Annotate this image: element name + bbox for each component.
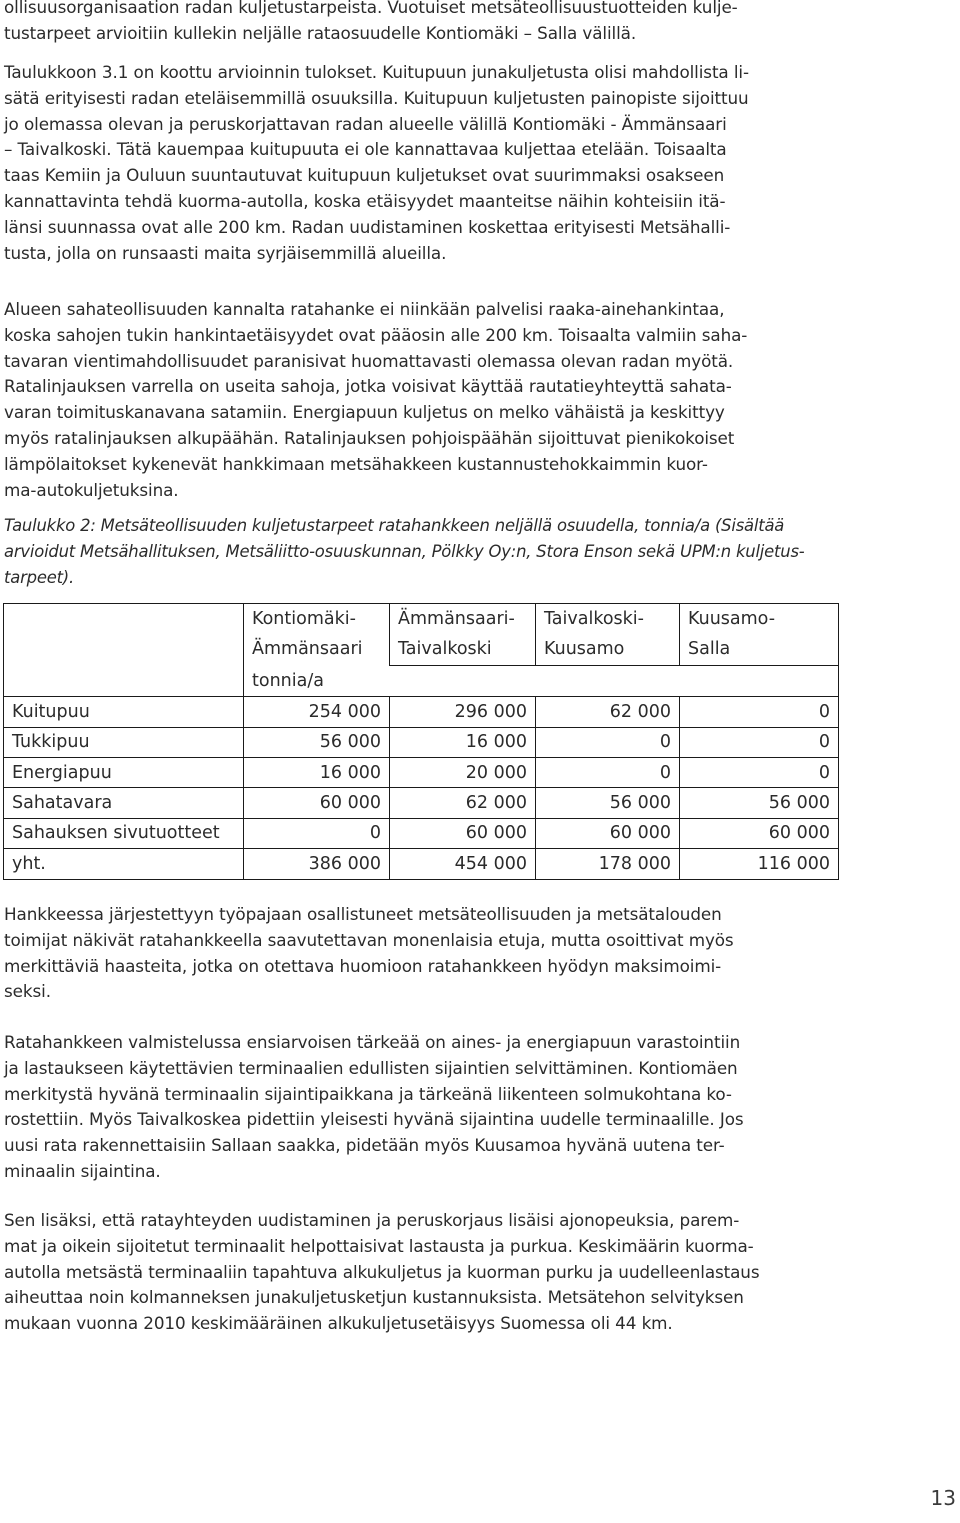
text-line: ollisuusorganisaation radan kuljetustarpeista. Vuotuiset metsäteollisuustuotteiden kulje- [4,0,738,17]
text-line: tarpeet). [4,567,75,587]
text-line: Ratahankkeen valmistelussa ensiarvoisen tärkeää on aines- ja energiapuun varastointiin [4,1032,741,1052]
column-header: Salla [680,634,839,665]
text-line: – Taivalkoski. Tätä kauempaa kuitupuuta ei ole kannattavaa kuljettaa etelään. Toisaalta [4,139,727,160]
text-line: koska sahojen tukin hankintaetäisyydet ovat pääosin alle 200 km. Toisaalta valmiin saha- [4,324,748,345]
text-line: mat ja oikein sijoitetut terminaalit helpottaisivat lastausta ja purkua. Keskimäärin kuorma- [4,1235,754,1256]
row-label: Energiapuu [4,758,244,788]
text-line: Hankkeessa järjestettyyn työpajaan osallistuneet metsäteollisuuden ja metsätalouden [4,904,722,924]
text-line: Sen lisäksi, että ratayhteyden uudistaminen ja peruskorjaus lisäisi ajonopeuksia, parem- [4,1210,740,1230]
column-header: Kuusamo- [680,604,839,635]
table-cell: 0 [536,727,680,757]
text-line: länsi suunnassa ovat alle 200 km. Radan uudistaminen koskettaa erityisesti Metsähalli- [4,216,731,237]
column-header: Kuusamo [536,634,680,665]
table-caption [4,513,805,590]
row-label: yht. [4,849,244,879]
text-line: Alueen sahateollisuuden kannalta ratahanke ei niinkään palvelisi raaka-ainehankintaa, [4,299,725,319]
text-line: merkittäviä haasteita, jotka on otettava huomioon ratahankkeen hyödyn maksimoimi- [4,955,722,976]
text-line: Ratalinjauksen varrella on useita sahoja, jotka voisivat käyttää rautatieyhteyttä sahata- [4,376,732,397]
text-line: Taulukkoon 3.1 on koottu arvioinnin tulokset. Kuitupuun junakuljetusta olisi mahdollista li- [4,62,749,82]
paragraph [4,0,738,47]
table-cell: 454 000 [390,849,536,879]
table-cell: 296 000 [390,697,536,727]
table-cell: 0 [680,758,839,788]
text-line: mukaan vuonna 2010 keskimääräinen alkukuljetusetäisyys Suomessa oli 44 km. [4,1313,673,1334]
table-row [4,697,839,727]
page-number: 13 [930,1486,956,1510]
column-header: Kontiomäki- [244,604,390,635]
text-line: myös ratalinjauksen alkupäähän. Ratalinjauksen pohjoispäähän sijoittuvat pienikokoiset [4,427,735,448]
text-line: arvioidut Metsähallituksen, Metsäliitto-osuuskunnan, Pölkky Oy:n, Stora Enson sekä UPM:n kuljetus- [4,541,805,561]
table-cell: 116 000 [680,849,839,879]
table-cell: 178 000 [536,849,680,879]
header-row [4,604,839,635]
text-line: Taulukko 2: Metsäteollisuuden kuljetustarpeet ratahankkeen neljällä osuudella, tonnia/a (Sisältää [4,516,785,535]
text-line: seksi. [4,981,51,1002]
text-line: aiheuttaa noin kolmanneksen junakuljetusketjun kustannuksista. Metsätehon selvityksen [4,1287,744,1308]
table-cell: 16 000 [390,727,536,757]
text-line: autolla metsästä terminaaliin tapahtuva alkukuljetus ja kuorman purku ja uudelleenlastaus [4,1261,760,1282]
text-line: sätä erityisesti radan eteläisemmillä osuuksilla. Kuitupuun kuljetusten painopiste sijoittuu [4,87,749,108]
table-cell: 16 000 [244,758,390,788]
paragraph [4,902,734,1005]
text-line: tusta, jolla on runsaasti maita syrjäisemmillä alueilla. [4,242,447,263]
column-header: Taivalkoski [390,634,536,665]
table-cell: 56 000 [244,727,390,757]
text-line: kannattavinta tehdä kuorma-autolla, koska etäisyydet maanteitse näihin kohteisiin itä- [4,190,726,211]
table-cell: 20 000 [390,758,536,788]
text-line: rostettiin. Myös Taivalkoskea pidettiin yleisesti hyvänä sijaintina uudelle terminaalille. Jos [4,1109,744,1130]
table-cell: 60 000 [680,818,839,848]
unit-label: tonnia/a [244,665,839,696]
text-line: lämpölaitokset kykenevät hankkimaan metsähakkeen kustannustehokkaimmin kuor- [4,453,708,474]
table-row [4,788,839,818]
paragraph [4,1208,759,1337]
transport-needs-table [3,603,839,880]
text-line: ma-autokuljetuksina. [4,479,179,500]
paragraph [4,297,747,503]
table-cell: 62 000 [390,788,536,818]
table-row [4,758,839,788]
table-row [4,727,839,757]
table-row [4,818,839,848]
header-corner-cell [4,604,244,697]
text-line: merkitystä hyvänä terminaalin sijaintipaikkana ja tärkeänä liikenteen solmukohtana ko- [4,1083,732,1104]
table-cell: 60 000 [536,818,680,848]
text-line: jo olemassa olevan ja peruskorjattavan radan alueelle välillä Kontiomäki - Ämmänsaari [4,113,727,134]
table-cell: 0 [244,818,390,848]
table-cell: 56 000 [536,788,680,818]
text-line: ja lastaukseen käytettävien terminaalien edullisten sijaintien selvittäminen. Kontiomäen [4,1057,738,1078]
text-line: tavaran vientimahdollisuudet paranisivat huomattavasti olemassa olevan radan myötä. [4,350,734,371]
column-header: Taivalkoski- [536,604,680,635]
table-cell: 56 000 [680,788,839,818]
table-cell: 0 [680,727,839,757]
text-line: varan toimituskanavana satamiin. Energiapuun kuljetus on melko vähäistä ja keskittyy [4,402,725,423]
table-cell: 60 000 [390,818,536,848]
table-cell: 0 [680,697,839,727]
text-line: minaalin sijaintina. [4,1160,161,1181]
table-cell: 386 000 [244,849,390,879]
column-header: Ämmänsaari- [390,604,536,635]
paragraph [4,60,749,266]
table-cell: 62 000 [536,697,680,727]
text-line: tustarpeet arvioitiin kullekin neljälle rataosuudelle Kontiomäki – Salla välillä. [4,22,637,43]
paragraph [4,1030,744,1185]
row-label: Sahatavara [4,788,244,818]
table-cell: 0 [536,758,680,788]
table-row [4,849,839,879]
row-label: Sahauksen sivutuotteet [4,818,244,848]
column-header: Ämmänsaari [244,634,390,665]
text-line: toimijat näkivät ratahankkeella saavutettavan monenlaisia etuja, mutta osoittivat myös [4,929,734,950]
row-label: Tukkipuu [4,727,244,757]
table-cell: 254 000 [244,697,390,727]
text-line: uusi rata rakennettaisiin Sallaan saakka, pidetään myös Kuusamoa hyvänä uutena ter- [4,1135,725,1156]
table-cell: 60 000 [244,788,390,818]
row-label: Kuitupuu [4,697,244,727]
text-line: taas Kemiin ja Ouluun suuntautuvat kuitupuun kuljetukset ovat suurimmaksi osakseen [4,165,725,186]
